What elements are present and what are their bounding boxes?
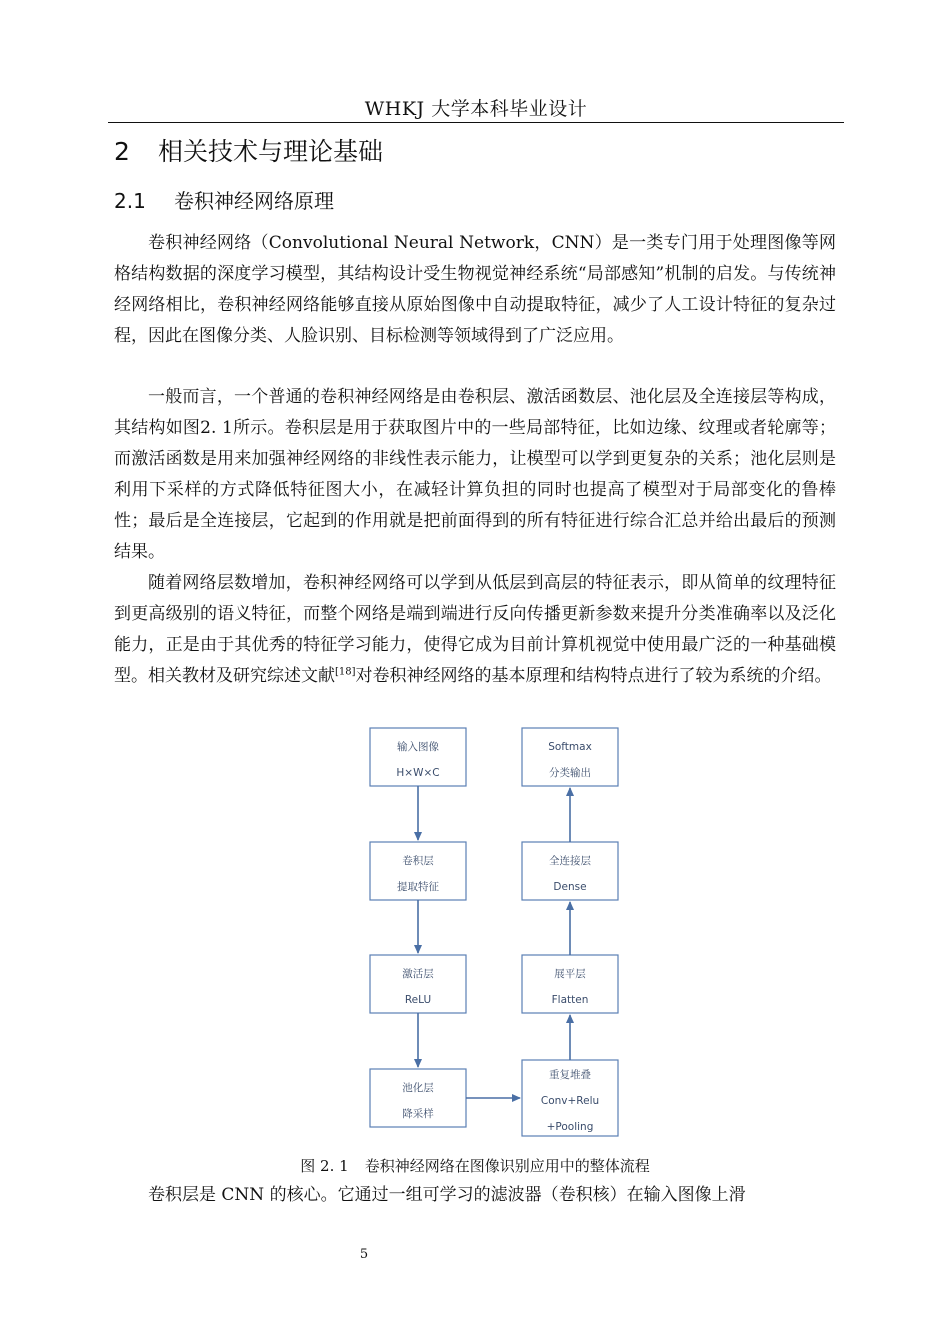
box-softmax — [522, 728, 618, 786]
box-repeat-line1: 重复堆叠 — [549, 1069, 591, 1081]
box-pool-line2: 降采样 — [402, 1108, 434, 1120]
header-rule — [108, 122, 844, 123]
running-header: WHKJ 大学本科毕业设计 — [364, 98, 588, 120]
box-input-line2: H×W×C — [396, 767, 440, 779]
chapter-number: 2 — [114, 137, 130, 166]
citation-ref[interactable]: [18] — [335, 666, 356, 678]
box-conv-layer — [370, 842, 466, 900]
box-flatten-line2: Flatten — [551, 994, 589, 1006]
paragraph-3-part-2: 对卷积神经网络的基本原理和结构特点进行了较为系统的介绍。 — [355, 666, 832, 686]
box-repeat-line3: +Pooling — [546, 1121, 594, 1133]
figure-caption-number: 图 2. 1 — [300, 1157, 349, 1175]
box-act-line1: 激活层 — [402, 968, 434, 980]
box-pool-line1: 池化层 — [402, 1082, 434, 1094]
box-act-line2: ReLU — [404, 994, 432, 1006]
cnn-flow-diagram — [358, 724, 628, 1142]
box-flatten-layer — [522, 955, 618, 1013]
page-number: 5 — [359, 1247, 369, 1262]
box-input-line1: 输入图像 — [397, 741, 439, 753]
figure-caption-text: 卷积神经网络在图像识别应用中的整体流程 — [364, 1157, 650, 1175]
box-conv-line1: 卷积层 — [402, 855, 434, 867]
chapter-heading — [114, 132, 383, 172]
figure-caption — [114, 1154, 836, 1178]
box-activation-layer — [370, 955, 466, 1013]
section-heading — [114, 184, 334, 218]
paragraph-1-text: 卷积神经网络（Convolutional Neural Network，CNN）是一类专门用于处理图像等网格结构数据的深度学习模型，其结构设计受生物视觉神经系统“局部感知”机制的启发。与传统神经网络相比，卷积神经网络能够直接从原始图像中自动提取特征，减少了人工设计特征的复杂过程，因此在图像分类、人脸识别、目标检测等领域得到了广泛应用。 — [114, 233, 836, 346]
paragraph-4-text: 卷积层是 CNN 的核心。它通过一组可学习的滤波器（卷积核）在输入图像上滑 — [148, 1185, 746, 1205]
paragraph-3-text — [114, 568, 836, 692]
section-title: 卷积神经网络原理 — [174, 189, 334, 213]
box-repeat-stack — [522, 1060, 618, 1136]
paragraph-3 — [114, 568, 836, 692]
box-dense-line1: 全连接层 — [549, 855, 591, 867]
section-number: 2.1 — [114, 189, 146, 213]
box-input-image — [370, 728, 466, 786]
box-repeat-line2: Conv+Relu — [540, 1095, 600, 1107]
box-dense-layer — [522, 842, 618, 900]
paragraph-2 — [114, 382, 836, 568]
box-dense-line2: Dense — [553, 881, 587, 893]
box-softmax-line2: 分类输出 — [549, 767, 591, 779]
box-conv-line2: 提取特征 — [397, 881, 439, 893]
chapter-title: 相关技术与理论基础 — [158, 137, 384, 166]
paragraph-3-part-1: 随着网络层数增加，卷积神经网络可以学到从低层到高层的特征表示，即从简单的纹理特征到更高级别的语义特征，而整个网络是端到端进行反向传播更新参数来提升分类准确率以及泛化能力，正是由于其优秀的特征学习能力，使得它成为目前计算机视觉中使用最广泛的一种基础模型。相关教材及研究综述文献 — [114, 573, 836, 686]
box-pooling-layer — [370, 1069, 466, 1127]
box-flatten-line1: 展平层 — [554, 968, 586, 980]
paragraph-1 — [114, 228, 836, 352]
paragraph-2-text: 一般而言，一个普通的卷积神经网络是由卷积层、激活函数层、池化层及全连接层等构成，其结构如图2. 1所示。卷积层是用于获取图片中的一些局部特征，比如边缘、纹理或者轮廓等；而激活函数是用来加强神经网络的非线性表示能力，让模型可以学到更复杂的关系；池化层则是利用下采样的方式降低特征图大小，在减轻计算负担的同时也提高了模型对于局部变化的鲁棒性；最后是全连接层，它起到的作用就是把前面得到的所有特征进行综合汇总并给出最后的预测结果。 — [114, 387, 836, 562]
box-softmax-line1: Softmax — [548, 741, 592, 753]
paragraph-4 — [114, 1180, 836, 1211]
